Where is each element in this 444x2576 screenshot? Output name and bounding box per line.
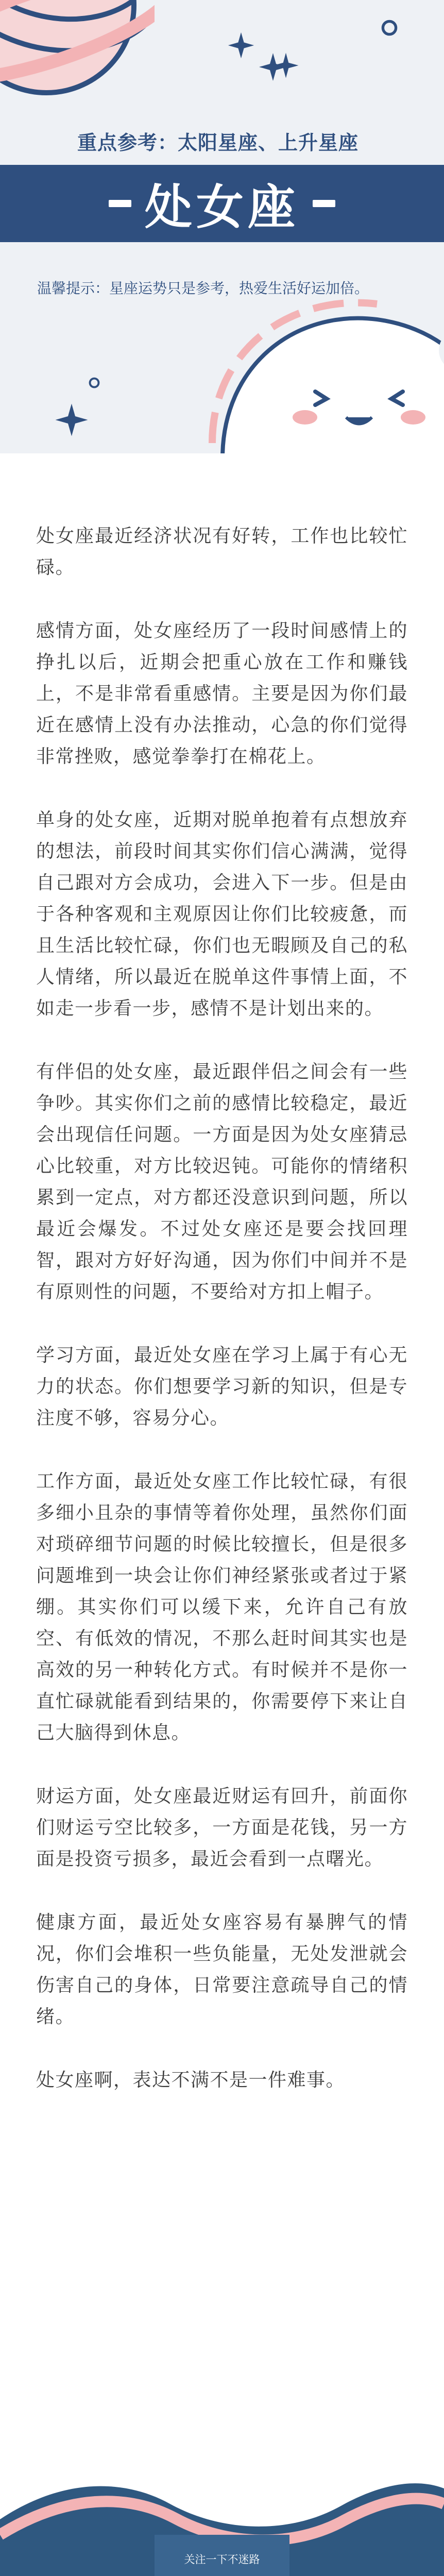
paragraph: 有伴侣的处女座，最近跟伴侣之间会有一些争吵。其实你们之前的感情比较稳定，最近会出现信任问题。一方面是因为处女座猜忌心比较重，对方比较迟钝。可能你的情绪积累到一定点，对方都还没意识到问题，所以最近会爆发。不过处女座还是要会找回理智，跟对方好好沟通，因为你们中间并不是有原则性的问题，不要给对方扣上帽子。	[36, 1061, 408, 1302]
paragraph: 财运方面，处女座最近财运有回升，前面你们财运亏空比较多，一方面是花钱，另一方面是投资亏损多，最近会看到一点曙光。	[36, 1786, 408, 1870]
page-title-text: 处女座	[144, 180, 299, 235]
paragraph: 感情方面，处女座经历了一段时间感情上的挣扎以后，近期会把重心放在工作和赚钱上，不是非常看重感情。主要是因为你们最近在感情上没有办法推动，心急的你们觉得非常挫败，感觉拳拳打在棉花上。	[36, 620, 408, 767]
title-dash-right	[313, 200, 335, 207]
sparkle-icon	[268, 47, 304, 83]
tip-text: 温馨提示：星座运势只是参考，热爱生活好运加倍。	[37, 280, 369, 297]
paragraph: 处女座啊，表达不满不是一件难事。	[36, 2070, 346, 2091]
paragraph: 工作方面，最近处女座工作比较忙碌，有很多细小且杂的事情等着你处理，虽然你们面对琐碎细节问题的时候比较擅长，但是很多问题堆到一块会让你们神经紧张或者过于紧绷。其实你们可以缓下来，允许自己有放空、有低效的情况，不那么赶时间其实也是高效的另一种转化方式。有时候并不是你一直忙碌就能看到结果的，你需要停下来让自己大脑得到休息。	[36, 1471, 408, 1743]
sparkle-icon	[54, 402, 90, 438]
article-body	[36, 520, 408, 2128]
paragraph: 单身的处女座，近期对脱单抱着有点想放弃的想法，前段时间其实你们信心满满，觉得自己跟对方会成功，会进入下一步。但是由于各种客观和主观原因让你们比较疲惫，而且生活比较忙碌，你们也无暇顾及自己的私人情绪，所以最近在脱单这件事情上面，不如走一步看一步，感情不是计划出来的。	[36, 809, 408, 1019]
qr-caption-top: 关注一下不迷路	[184, 2553, 260, 2566]
paragraph: 健康方面，最近处女座容易有暴脾气的情况，你们会堆积一些负能量，无处发泄就会伤害自己的身体，日常要注意疏导自己的情绪。	[36, 1912, 408, 2027]
cute-blob-illustration	[192, 289, 444, 453]
circle-icon	[380, 19, 399, 37]
header-banner	[0, 0, 444, 453]
title-dash-left	[109, 200, 131, 207]
sparkle-icon	[227, 31, 255, 60]
circle-icon	[88, 376, 101, 389]
reference-line: 重点参考：太阳星座、上升星座	[77, 131, 359, 154]
paragraph: 处女座最近经济状况有好转，工作也比较忙碌。	[36, 526, 408, 578]
page-title	[0, 165, 444, 242]
paragraph: 学习方面，最近处女座在学习上属于有心无力的状态。你们想要学习新的知识，但是专注度不够，容易分心。	[36, 1345, 408, 1429]
planet-illustration	[0, 0, 155, 113]
